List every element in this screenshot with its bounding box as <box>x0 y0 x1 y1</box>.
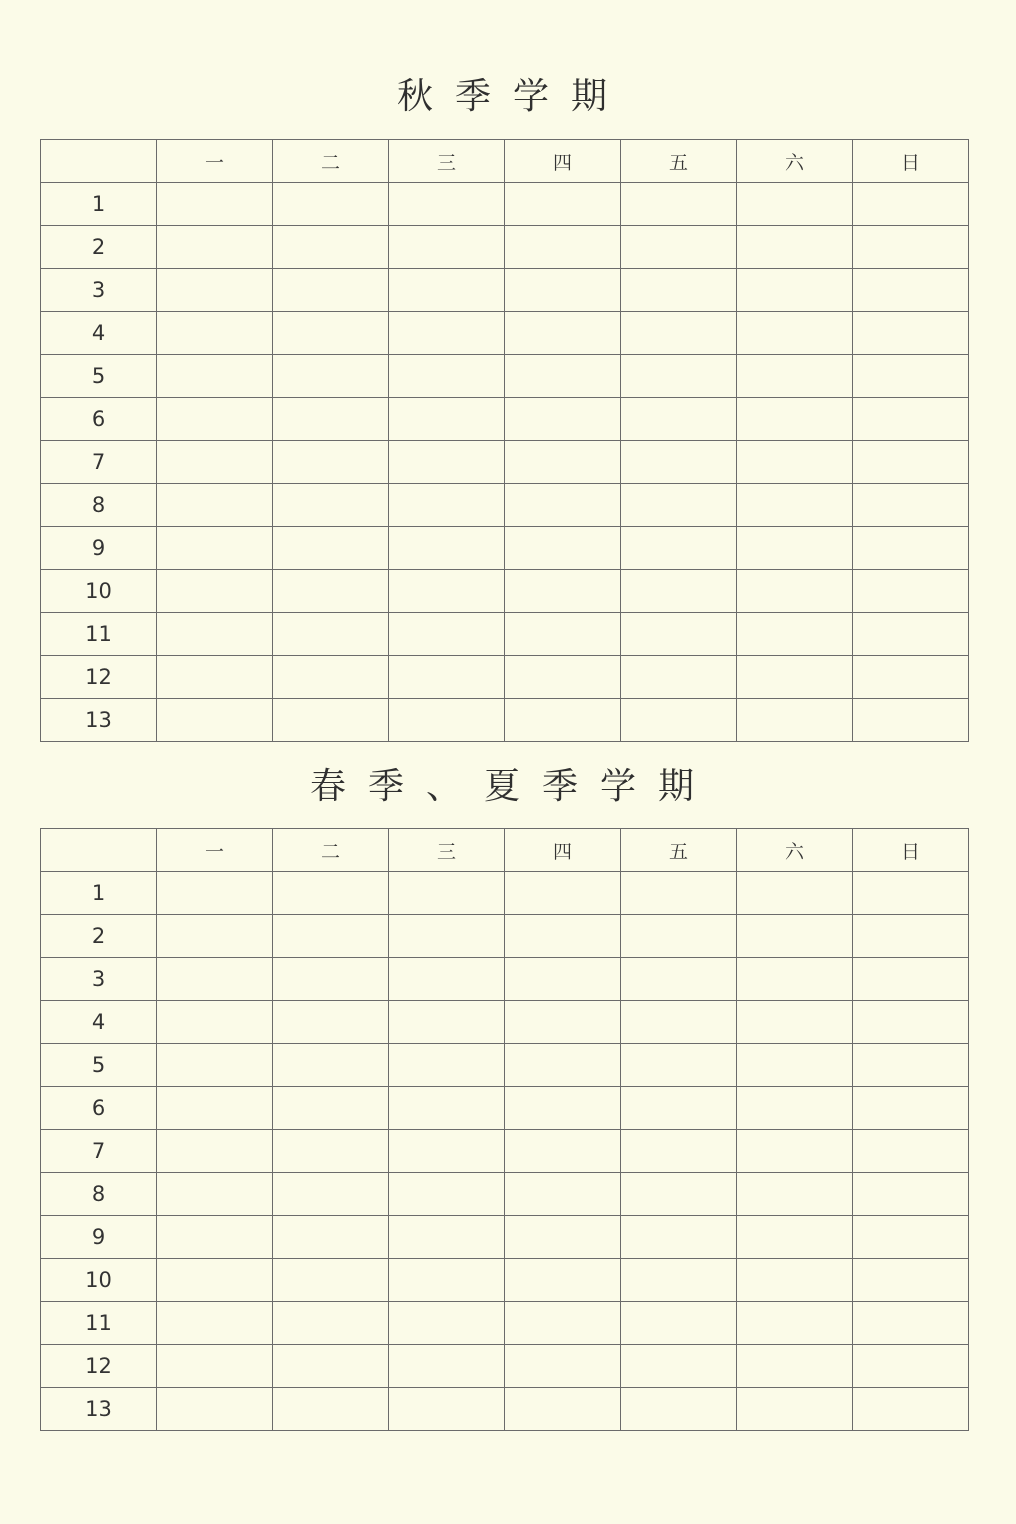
schedule-cell[interactable] <box>389 1001 505 1044</box>
schedule-cell[interactable] <box>737 183 853 226</box>
table-row <box>41 1345 969 1388</box>
period-number: 13 <box>41 1388 157 1431</box>
table-row <box>41 872 969 915</box>
period-number: 10 <box>41 1259 157 1302</box>
schedule-cell[interactable] <box>273 656 389 699</box>
schedule-cell[interactable] <box>853 1388 969 1431</box>
schedule-cell[interactable] <box>389 1173 505 1216</box>
schedule-cell[interactable] <box>853 1345 969 1388</box>
corner-cell <box>41 829 157 872</box>
schedule-cell[interactable] <box>389 1216 505 1259</box>
period-number: 10 <box>41 570 157 613</box>
schedule-cell[interactable] <box>853 1044 969 1087</box>
schedule-cell[interactable] <box>621 355 737 398</box>
schedule-cell[interactable] <box>157 312 273 355</box>
table-row <box>41 398 969 441</box>
schedule-cell[interactable] <box>505 1388 621 1431</box>
table-row <box>41 1130 969 1173</box>
schedule-cell[interactable] <box>737 484 853 527</box>
period-number: 9 <box>41 527 157 570</box>
schedule-cell[interactable] <box>273 269 389 312</box>
schedule-cell[interactable] <box>621 570 737 613</box>
day-header: 四 <box>505 140 621 183</box>
schedule-cell[interactable] <box>273 958 389 1001</box>
day-header: 三 <box>389 829 505 872</box>
schedule-cell[interactable] <box>389 1302 505 1345</box>
schedule-cell[interactable] <box>157 1130 273 1173</box>
schedule-cell[interactable] <box>621 527 737 570</box>
schedule-cell[interactable] <box>157 398 273 441</box>
schedule-cell[interactable] <box>505 312 621 355</box>
schedule-cell[interactable] <box>853 226 969 269</box>
schedule-cell[interactable] <box>389 656 505 699</box>
schedule-cell[interactable] <box>621 183 737 226</box>
schedule-cell[interactable] <box>273 1302 389 1345</box>
schedule-cell[interactable] <box>737 441 853 484</box>
schedule-cell[interactable] <box>273 1130 389 1173</box>
schedule-cell[interactable] <box>621 1216 737 1259</box>
period-number: 13 <box>41 699 157 742</box>
schedule-cell[interactable] <box>737 915 853 958</box>
schedule-cell[interactable] <box>737 958 853 1001</box>
schedule-cell[interactable] <box>389 1388 505 1431</box>
table-row <box>41 1259 969 1302</box>
schedule-cell[interactable] <box>505 484 621 527</box>
day-header: 六 <box>737 829 853 872</box>
period-number: 1 <box>41 183 157 226</box>
header-row <box>41 829 969 872</box>
period-number: 4 <box>41 1001 157 1044</box>
day-header: 日 <box>853 829 969 872</box>
schedule-cell[interactable] <box>737 1001 853 1044</box>
schedule-cell[interactable] <box>157 958 273 1001</box>
schedule-cell[interactable] <box>157 1173 273 1216</box>
schedule-cell[interactable] <box>273 613 389 656</box>
schedule-cell[interactable] <box>157 441 273 484</box>
schedule-cell[interactable] <box>621 656 737 699</box>
schedule-cell[interactable] <box>389 527 505 570</box>
schedule-cell[interactable] <box>737 1173 853 1216</box>
schedule-cell[interactable] <box>737 699 853 742</box>
schedule-cell[interactable] <box>621 958 737 1001</box>
schedule-cell[interactable] <box>853 872 969 915</box>
schedule-cell[interactable] <box>505 1259 621 1302</box>
day-header: 六 <box>737 140 853 183</box>
table-row <box>41 570 969 613</box>
schedule-cell[interactable] <box>157 355 273 398</box>
schedule-cell[interactable] <box>737 269 853 312</box>
schedule-cell[interactable] <box>621 226 737 269</box>
period-number: 6 <box>41 398 157 441</box>
schedule-cell[interactable] <box>389 1345 505 1388</box>
schedule-cell[interactable] <box>273 398 389 441</box>
schedule-cell[interactable] <box>853 570 969 613</box>
schedule-cell[interactable] <box>389 613 505 656</box>
schedule-cell[interactable] <box>389 1087 505 1130</box>
schedule-cell[interactable] <box>621 915 737 958</box>
day-header: 五 <box>621 829 737 872</box>
period-number: 11 <box>41 1302 157 1345</box>
schedule-cell[interactable] <box>505 656 621 699</box>
day-header: 一 <box>157 829 273 872</box>
period-number: 2 <box>41 226 157 269</box>
period-number: 5 <box>41 1044 157 1087</box>
schedule-cell[interactable] <box>505 1173 621 1216</box>
period-number: 12 <box>41 1345 157 1388</box>
schedule-cell[interactable] <box>157 570 273 613</box>
schedule-cell[interactable] <box>389 699 505 742</box>
day-header: 日 <box>853 140 969 183</box>
schedule-cell[interactable] <box>853 1130 969 1173</box>
schedule-cell[interactable] <box>273 355 389 398</box>
schedule-cell[interactable] <box>505 1001 621 1044</box>
schedule-cell[interactable] <box>737 312 853 355</box>
schedule-cell[interactable] <box>505 613 621 656</box>
schedule-cell[interactable] <box>505 1087 621 1130</box>
schedule-cell[interactable] <box>505 1130 621 1173</box>
schedule-cell[interactable] <box>853 613 969 656</box>
schedule-cell[interactable] <box>853 183 969 226</box>
period-number: 9 <box>41 1216 157 1259</box>
schedule-cell[interactable] <box>505 915 621 958</box>
period-number: 11 <box>41 613 157 656</box>
schedule-cell[interactable] <box>853 699 969 742</box>
schedule-cell[interactable] <box>737 527 853 570</box>
table-row <box>41 269 969 312</box>
table-row <box>41 699 969 742</box>
schedule-cell[interactable] <box>621 1302 737 1345</box>
period-number: 3 <box>41 958 157 1001</box>
table-row <box>41 1302 969 1345</box>
schedule-cell[interactable] <box>621 1259 737 1302</box>
schedule-cell[interactable] <box>389 441 505 484</box>
table-row <box>41 183 969 226</box>
period-number: 3 <box>41 269 157 312</box>
schedule-cell[interactable] <box>157 1087 273 1130</box>
day-header: 一 <box>157 140 273 183</box>
table-row <box>41 613 969 656</box>
schedule-cell[interactable] <box>853 958 969 1001</box>
schedule-cell[interactable] <box>389 484 505 527</box>
table-row <box>41 958 969 1001</box>
schedule-cell[interactable] <box>853 527 969 570</box>
schedule-cell[interactable] <box>157 1044 273 1087</box>
schedule-cell[interactable] <box>737 1044 853 1087</box>
schedule-cell[interactable] <box>389 570 505 613</box>
schedule-cell[interactable] <box>737 398 853 441</box>
period-number: 12 <box>41 656 157 699</box>
autumn-timetable <box>40 139 969 742</box>
schedule-cell[interactable] <box>389 1044 505 1087</box>
schedule-cell[interactable] <box>853 355 969 398</box>
schedule-cell[interactable] <box>853 1259 969 1302</box>
schedule-cell[interactable] <box>853 1216 969 1259</box>
schedule-cell[interactable] <box>157 183 273 226</box>
day-header: 四 <box>505 829 621 872</box>
schedule-cell[interactable] <box>273 312 389 355</box>
day-header: 五 <box>621 140 737 183</box>
table-row <box>41 226 969 269</box>
schedule-cell[interactable] <box>505 441 621 484</box>
day-header: 二 <box>273 140 389 183</box>
period-number: 7 <box>41 441 157 484</box>
schedule-cell[interactable] <box>505 570 621 613</box>
schedule-cell[interactable] <box>621 1345 737 1388</box>
schedule-cell[interactable] <box>157 613 273 656</box>
schedule-cell[interactable] <box>737 613 853 656</box>
schedule-cell[interactable] <box>273 1087 389 1130</box>
schedule-cell[interactable] <box>737 570 853 613</box>
schedule-cell[interactable] <box>505 269 621 312</box>
schedule-cell[interactable] <box>505 958 621 1001</box>
schedule-cell[interactable] <box>273 1259 389 1302</box>
schedule-cell[interactable] <box>621 613 737 656</box>
schedule-cell[interactable] <box>505 355 621 398</box>
schedule-cell[interactable] <box>621 441 737 484</box>
schedule-cell[interactable] <box>273 872 389 915</box>
schedule-cell[interactable] <box>157 269 273 312</box>
table-row <box>41 1216 969 1259</box>
schedule-cell[interactable] <box>853 656 969 699</box>
schedule-cell[interactable] <box>273 1044 389 1087</box>
schedule-cell[interactable] <box>157 527 273 570</box>
schedule-cell[interactable] <box>505 183 621 226</box>
schedule-cell[interactable] <box>737 1302 853 1345</box>
schedule-cell[interactable] <box>737 1388 853 1431</box>
table-row <box>41 1001 969 1044</box>
schedule-cell[interactable] <box>737 1216 853 1259</box>
period-number: 1 <box>41 872 157 915</box>
table-row <box>41 312 969 355</box>
schedule-cell[interactable] <box>505 1302 621 1345</box>
schedule-cell[interactable] <box>157 699 273 742</box>
schedule-cell[interactable] <box>389 958 505 1001</box>
schedule-cell[interactable] <box>737 656 853 699</box>
schedule-cell[interactable] <box>737 355 853 398</box>
schedule-cell[interactable] <box>853 441 969 484</box>
schedule-cell[interactable] <box>389 872 505 915</box>
schedule-cell[interactable] <box>389 1259 505 1302</box>
period-number: 5 <box>41 355 157 398</box>
period-number: 6 <box>41 1087 157 1130</box>
table-row <box>41 1044 969 1087</box>
schedule-cell[interactable] <box>737 226 853 269</box>
period-number: 4 <box>41 312 157 355</box>
schedule-cell[interactable] <box>737 1087 853 1130</box>
spring-summer-timetable <box>40 828 969 1431</box>
schedule-cell[interactable] <box>273 699 389 742</box>
schedule-cell[interactable] <box>853 484 969 527</box>
table-row <box>41 915 969 958</box>
schedule-cell[interactable] <box>273 1388 389 1431</box>
schedule-cell[interactable] <box>621 1173 737 1216</box>
schedule-cell[interactable] <box>621 699 737 742</box>
schedule-cell[interactable] <box>273 1216 389 1259</box>
schedule-cell[interactable] <box>389 312 505 355</box>
schedule-cell[interactable] <box>853 1001 969 1044</box>
schedule-cell[interactable] <box>621 1001 737 1044</box>
schedule-cell[interactable] <box>157 484 273 527</box>
schedule-cell[interactable] <box>853 1173 969 1216</box>
schedule-cell[interactable] <box>273 183 389 226</box>
schedule-cell[interactable] <box>853 398 969 441</box>
period-number: 2 <box>41 915 157 958</box>
corner-cell <box>41 140 157 183</box>
table-row <box>41 484 969 527</box>
schedule-cell[interactable] <box>621 1130 737 1173</box>
schedule-cell[interactable] <box>853 1087 969 1130</box>
schedule-cell[interactable] <box>621 872 737 915</box>
schedule-cell[interactable] <box>505 1345 621 1388</box>
schedule-cell[interactable] <box>853 915 969 958</box>
period-number: 8 <box>41 1173 157 1216</box>
schedule-cell[interactable] <box>505 398 621 441</box>
spring-summer-semester-title: 春季、夏季学期 <box>309 766 716 807</box>
schedule-cell[interactable] <box>853 1302 969 1345</box>
schedule-cell[interactable] <box>737 872 853 915</box>
header-row <box>41 140 969 183</box>
schedule-cell[interactable] <box>157 226 273 269</box>
schedule-cell[interactable] <box>505 226 621 269</box>
schedule-cell[interactable] <box>389 915 505 958</box>
table-row <box>41 656 969 699</box>
table-row <box>41 355 969 398</box>
schedule-cell[interactable] <box>273 527 389 570</box>
period-number: 8 <box>41 484 157 527</box>
table-row <box>41 527 969 570</box>
schedule-cell[interactable] <box>273 570 389 613</box>
table-row <box>41 441 969 484</box>
schedule-cell[interactable] <box>273 484 389 527</box>
table-row <box>41 1087 969 1130</box>
table-row <box>41 1173 969 1216</box>
schedule-cell[interactable] <box>505 699 621 742</box>
schedule-cell[interactable] <box>621 484 737 527</box>
table-row <box>41 1388 969 1431</box>
schedule-cell[interactable] <box>157 1259 273 1302</box>
schedule-cell[interactable] <box>505 1216 621 1259</box>
schedule-cell[interactable] <box>389 269 505 312</box>
schedule-cell[interactable] <box>505 1044 621 1087</box>
day-header: 二 <box>273 829 389 872</box>
schedule-cell[interactable] <box>273 1173 389 1216</box>
schedule-cell[interactable] <box>621 398 737 441</box>
schedule-cell[interactable] <box>157 1302 273 1345</box>
schedule-cell[interactable] <box>273 1001 389 1044</box>
schedule-cell[interactable] <box>853 312 969 355</box>
schedule-cell[interactable] <box>157 1216 273 1259</box>
schedule-cell[interactable] <box>737 1130 853 1173</box>
schedule-cell[interactable] <box>157 872 273 915</box>
period-number: 7 <box>41 1130 157 1173</box>
schedule-cell[interactable] <box>273 441 389 484</box>
schedule-cell[interactable] <box>273 226 389 269</box>
schedule-cell[interactable] <box>157 656 273 699</box>
autumn-semester-title: 秋季学期 <box>396 76 629 117</box>
schedule-cell[interactable] <box>389 355 505 398</box>
schedule-cell[interactable] <box>621 1044 737 1087</box>
schedule-cell[interactable] <box>621 312 737 355</box>
schedule-cell[interactable] <box>505 527 621 570</box>
day-header: 三 <box>389 140 505 183</box>
schedule-cell[interactable] <box>389 1130 505 1173</box>
schedule-cell[interactable] <box>621 269 737 312</box>
schedule-cell[interactable] <box>157 915 273 958</box>
schedule-cell[interactable] <box>389 398 505 441</box>
schedule-cell[interactable] <box>157 1001 273 1044</box>
schedule-cell[interactable] <box>621 1388 737 1431</box>
schedule-cell[interactable] <box>853 269 969 312</box>
schedule-cell[interactable] <box>737 1345 853 1388</box>
schedule-cell[interactable] <box>273 1345 389 1388</box>
schedule-cell[interactable] <box>621 1087 737 1130</box>
schedule-cell[interactable] <box>737 1259 853 1302</box>
schedule-cell[interactable] <box>157 1388 273 1431</box>
schedule-cell[interactable] <box>389 226 505 269</box>
schedule-cell[interactable] <box>505 872 621 915</box>
schedule-cell[interactable] <box>157 1345 273 1388</box>
schedule-cell[interactable] <box>273 915 389 958</box>
schedule-cell[interactable] <box>389 183 505 226</box>
